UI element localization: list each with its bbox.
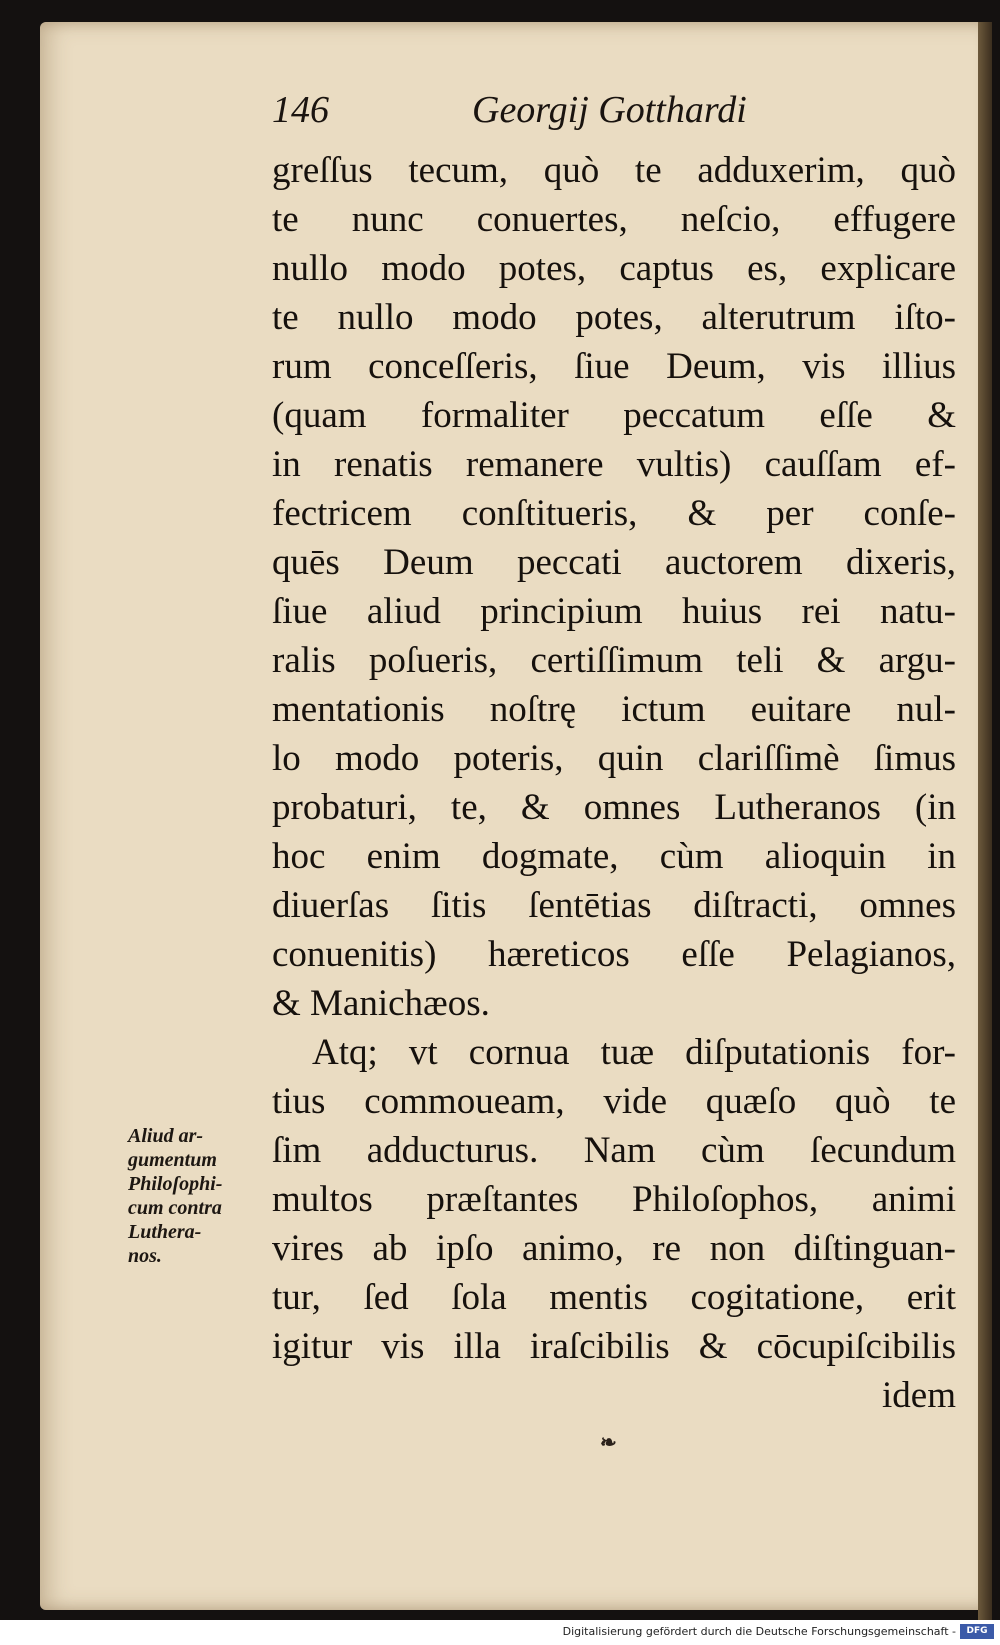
text-line: nullo modo potes, captus es, explicare [272,248,956,289]
text-line: probaturi, te, & omnes Lutheranos (in [272,787,956,828]
margin-note-line: Luthera- [128,1221,202,1243]
text-line: hoc enim dogmate, cùm alioquin in [272,836,956,877]
text-line: multos præſtantes Philoſophos, animi [272,1179,956,1220]
text-line: igitur vis illa iraſcibilis & cōcupiſcibilis [272,1326,956,1367]
catchword: idem [882,1375,956,1416]
text-line: ſiue aliud principium huius rei natu- [272,591,956,632]
text-line: tur, ſed ſola mentis cogitatione, erit [272,1277,956,1318]
text-line: (quam formaliter peccatum eſſe & [272,395,956,436]
body-text [272,146,956,1420]
page-header [272,88,792,140]
text-line: te nunc conuertes, neſcio, effugere [272,199,956,240]
text-line: diuerſas ſitis ſentētias diſtracti, omnes [272,885,956,926]
margin-note-line: cum contra [128,1197,222,1219]
text-line: greſſus tecum, quò te adduxerim, quò [272,150,956,191]
text-line: Atq; vt cornua tuæ diſputationis for- [312,1032,956,1073]
page-edge [978,22,992,1642]
running-head: Georgij Gotthardi [472,89,747,131]
text-line: mentationis noſtrę ictum euitare nul- [272,689,956,730]
text-line: tius commoueam, vide quæſo quò te [272,1081,956,1122]
text-line: conuenitis) hæreticos eſſe Pelagianos, [272,934,956,975]
text-line: rum conceſſeris, ſiue Deum, vis illius [272,346,956,387]
text-line: lo modo poteris, quin clariſſimè ſimus [272,738,956,779]
text-line: & Manichæos. [272,983,490,1024]
page-number: 146 [272,89,329,131]
text-line: quēs Deum peccati auctorem dixeris, [272,542,956,583]
text-line: ralis poſueris, certiſſimum teli & argu- [272,640,956,681]
margin-note [128,1124,278,1268]
margin-note-line: gumentum [128,1149,217,1171]
margin-note-line: Philoſophi- [128,1173,223,1195]
ornament-icon: ❧ [600,1432,617,1454]
text-line: ſim adducturus. Nam cùm ſecundum [272,1130,956,1171]
margin-note-line: Aliud ar- [128,1125,204,1147]
margin-note-line: nos. [128,1245,162,1267]
footer-text: Digitalisierung gefördert durch die Deutsche Forschungsgemeinschaft - [562,1625,956,1638]
text-line: in renatis remanere vultis) cauſſam ef- [272,444,956,485]
text-line: te nullo modo potes, alterutrum iſto- [272,297,956,338]
text-line: fectricem conſtitueris, & per conſe- [272,493,956,534]
dfg-logo-icon: DFG [960,1624,994,1639]
text-line: vires ab ipſo animo, re non diſtinguan- [272,1228,956,1269]
footer-bar [0,1620,1000,1645]
